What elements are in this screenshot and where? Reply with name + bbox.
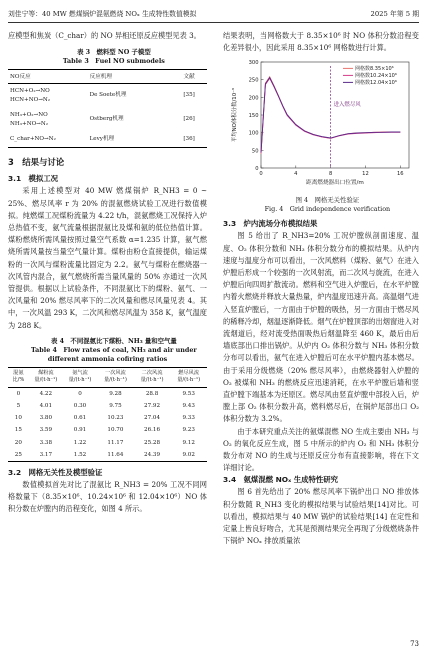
left-column <box>8 30 207 516</box>
table4-cell: 0 <box>78 390 82 397</box>
table3-header: 文献 <box>183 73 195 80</box>
running-header <box>8 8 419 20</box>
table4-cell: 0.91 <box>73 427 87 434</box>
running-header-issue: 2025 年第 5 期 <box>370 10 419 18</box>
y-tick-label: 50 <box>251 148 259 155</box>
table4-cell: 26.16 <box>144 427 161 434</box>
paragraph: 采用上述模型对 40 MW 燃煤锅炉 R_NH3 = 0 ~ 25%、燃尽风率 r 为 20% 的混氨燃烧试验工况进行数值模拟。纯燃煤工况煤粉流量为 4.22 t/h，混氨燃烧工况保持入炉总热值不变，氨气流量根据混氨比及煤和氨的低位热值计算。煤粉燃烧所需风量按照过量空气系数 α=1.235 计算，氨气燃烧所需风量按当量空气量计算。煤粉由粉仓直接提供，输运煤粉的一次风与煤粉流量比固定为 2.2。氨气与煤粉在燃烧器一次风管内混合，氨气燃烧所需当量风量的 50% 亦通过一次风管提供。根据以上试验条件，不同混氨比下的煤粉、氨气、一次风量和 20% 燃尽风率下的二次风量和燃尽风量见表 4。其中，一次风温 293 K，二次风和燃尽风温为 358 K，氨气温度为 288 K。 <box>8 186 207 330</box>
table4-caption: 表 4 不同混氨比下煤粉、NH₃ 量和空气量 <box>50 336 177 345</box>
table4-caption-en: Table 4 Flow rates of coal, NH₃ and air under different ammonia cofiring ratios <box>31 345 197 363</box>
table4-cell: 10.70 <box>107 427 124 434</box>
running-header-title: 刘佳宁等：40 MW 燃煤锅炉混氨燃烧 NOₓ 生成特性数值模拟 <box>8 10 197 18</box>
x-tick-label: 4 <box>294 171 298 178</box>
table3 <box>8 69 207 148</box>
table4-cell: 4.01 <box>39 403 53 410</box>
y-tick-label: 200 <box>248 95 259 102</box>
table4-cell: 25 <box>14 451 22 458</box>
y-axis-label: 平均NO体积分数/10⁻⁶ <box>232 88 238 143</box>
table4-cell: 9.75 <box>109 403 122 410</box>
x-axis-label: 距离燃烧器出口位置/m <box>306 180 364 187</box>
paragraph: 数值模拟首先对比了混氨比 R_NH3 = 20% 工况不同网格数量下（8.35×10⁶、10.24×10⁶ 和 12.04×10⁶）NO 体积分数在炉膛内的沿程变化，如图 4 所示。 <box>8 480 207 514</box>
table4-cell: 9.12 <box>182 439 195 446</box>
paragraph: 图 5 给出了 R_NH3=20% 工况炉膛纵剖面速度、温度、O₂ 体积分数和 NH₃ 体积分数分布的模拟结果。从炉内速度与温度分布可以看出，一次风燃料（煤粉、氨气）在进入炉膛后形成一个较强的一次风射流，而二次风与旋流，在进入炉膛后向四周扩散流动。燃料和空气进入炉膛后，在水平炉膛内着火燃烧并释放大量热量，炉内温度迅速升高。高温烟气进入竖直炉膛后，一方面由于炉膛的吸热，另一方面由于燃尽风的稀释冷却，烟温逐渐降低。烟气在炉膛顶部的出烟窗进入对流烟道后，经对流受热面吸热后烟温降至 460 K，最后由后墙底部出口排出锅炉。从炉内 O₂ 体积分数与 NH₃ 体积分数分布可以看出，氨气在进入炉膛后可在水平炉膛内基本燃尽。由于采用分级燃烧（20% 燃尽风率），由燃烧器射入炉膛的 O₂ 被煤和 NH₃ 的燃烧反应迅速消耗，在水平炉膛后墙和竖直炉膛下端基本为还原区。燃尽风由竖直炉膛中部投入后，炉膛上部 O₂ 体积分数升高，燃料燃尽后，在锅炉尾部出口 O₂ 体积分数为 3.2%。 <box>223 231 419 424</box>
right-column <box>223 30 419 547</box>
subsection-heading: 3.3 炉内流场分布模拟结果 <box>223 219 318 229</box>
table4-body <box>8 387 207 461</box>
table4-header: 燃尽风流量/(t·h⁻¹) <box>177 369 201 384</box>
table4-cell: 11.64 <box>107 451 124 458</box>
paragraph: 由于本研究重点关注的氨煤混燃 NO 生成主要由 NH₃ 与 O₂ 的氧化反应生成，图 5 中所示的炉内 O₂ 和 NH₃ 体积分数分布对 NO 的生成与还原反应分布有直接影响，将在下文详细讨论。 <box>223 426 419 473</box>
table4-cell: 15 <box>14 427 22 434</box>
table4-header: 氨气流量/(t·h⁻¹) <box>68 369 92 384</box>
table3-cell: [35] <box>183 92 195 99</box>
table4-cell: 4.22 <box>39 390 53 397</box>
table3-cell: [26] <box>183 116 195 123</box>
table3-cell: Ostberg机理 <box>89 116 124 123</box>
subsection-heading: 3.4 氨煤混燃 NOₓ 生成特性研究 <box>223 475 339 485</box>
y-tick-label: 150 <box>248 113 259 120</box>
section-heading: 3 结果与讨论 <box>8 157 65 168</box>
table4-cell: 9.33 <box>182 415 195 422</box>
table4-cell: 3.80 <box>39 415 53 422</box>
table4-cell: 0.61 <box>73 415 87 422</box>
paragraph: 图 6 首先给出了 20% 燃尽风率下锅炉出口 NO 排放体积分数随 R_NH3 变化的模拟结果与试验结果[14]对比。可以看出，模拟结果与 40 MW 锅炉的试验结果[14] 在定性和定量上皆良好吻合，尤其是预测结果完全再现了分级燃烧条件下锅炉 NOₓ 排放质量浓 <box>223 487 419 546</box>
intro-paragraph: 应模型和焦炭（C_char）的 NO 异相还原反应模型见表 3。 <box>8 31 201 40</box>
table4-cell: 20 <box>14 439 22 446</box>
table4-cell: 0.30 <box>73 403 87 410</box>
table4-cell: 27.04 <box>144 415 161 422</box>
legend-label: 网格数12.04×10⁶ <box>355 80 397 87</box>
y-tick-label: 100 <box>248 131 259 138</box>
y-tick-label: 250 <box>248 78 259 85</box>
table-row <box>8 400 207 412</box>
grid-independence-chart <box>223 56 419 196</box>
table-row <box>8 412 207 424</box>
table4-header: 一次风流量/(t·h⁻¹) <box>103 369 127 384</box>
table4-cell: 3.59 <box>39 427 53 434</box>
table4-cell: 9.28 <box>109 390 122 397</box>
table3-cell: HCN+O₂→NO HCN+NO→N₂ <box>10 87 51 103</box>
table4-cell: 9.02 <box>182 451 195 458</box>
page-number: 73 <box>410 640 419 648</box>
table4-cell: 27.92 <box>144 403 161 410</box>
table-row <box>8 437 207 449</box>
table4-header: 煤粉流量/(t·h⁻¹) <box>34 369 58 384</box>
subsection-heading: 3.1 模拟工况 <box>8 174 59 184</box>
y-tick-label: 300 <box>248 60 259 67</box>
table4-cell: 1.22 <box>73 439 87 446</box>
paragraph: 结果表明，当网格数大于 8.35×10⁶ 时 NO 体积分数沿程变化差异很小，因此采用 8.35×10⁶ 网格数进行计算。 <box>223 31 419 53</box>
table3-cell: [36] <box>183 135 195 142</box>
legend-label: 网格数8.35×10⁶ <box>355 66 394 73</box>
x-tick-label: 16 <box>396 171 404 178</box>
table-row <box>8 84 207 108</box>
subsection-heading: 3.2 网格无关性及模型验证 <box>8 468 103 478</box>
header-rule <box>8 22 419 23</box>
table3-caption: 表 3 燃料型 NO 子模型 <box>77 48 151 57</box>
table4-cell: 1.52 <box>73 451 87 458</box>
table3-cell: Levy机理 <box>89 135 115 142</box>
table4-cell: 11.17 <box>107 439 124 446</box>
x-tick-label: 8 <box>328 171 333 178</box>
table4-cell: 9.43 <box>182 403 195 410</box>
table4-cell: 5 <box>16 403 21 410</box>
table4-cell: 9.23 <box>182 427 195 434</box>
burnout-air-annotation: 进入燃尽风 <box>333 102 361 109</box>
table4-cell: 0 <box>16 390 21 397</box>
table-row <box>8 108 207 132</box>
table3-header: 反应机理 <box>89 73 112 80</box>
table4-cell: 3.17 <box>39 451 53 458</box>
table4-cell: 10.23 <box>107 415 124 422</box>
table3-cell: C_char+NO→N₂ <box>10 135 56 142</box>
table4-header: 混氨比/% <box>12 369 25 384</box>
table4-cell: 24.39 <box>144 451 161 458</box>
table3-header: NO反应 <box>10 73 31 80</box>
table-row <box>8 449 207 462</box>
table4-cell: 25.28 <box>144 439 161 446</box>
y-tick-label: 0 <box>255 166 259 173</box>
table-row <box>8 132 207 148</box>
table4-cell: 9.53 <box>182 390 195 397</box>
table-row <box>8 387 207 400</box>
fig4-caption: 图 4 网格无关性验证 <box>295 196 360 205</box>
table4 <box>8 367 207 462</box>
table4-header: 二次风流量/(t·h⁻¹) <box>140 369 164 384</box>
table4-cell: 10 <box>14 415 22 422</box>
x-tick-label: 0 <box>259 171 263 178</box>
figure-4 <box>223 56 419 196</box>
x-tick-label: 12 <box>362 171 369 178</box>
table3-cell: De Soete机理 <box>89 92 127 99</box>
table-row <box>8 424 207 436</box>
table4-cell: 3.38 <box>39 439 53 446</box>
table4-cell: 28.8 <box>145 390 159 397</box>
legend-label: 网格数10.24×10⁶ <box>355 73 397 80</box>
fig4-caption-en: Fig. 4 Grid independence verification <box>264 205 391 214</box>
table3-cell: NH₃+O₂→NO NH₃+NO→N₂ <box>10 111 49 127</box>
table3-caption-en: Table 3 Fuel NO submodels <box>62 57 165 66</box>
